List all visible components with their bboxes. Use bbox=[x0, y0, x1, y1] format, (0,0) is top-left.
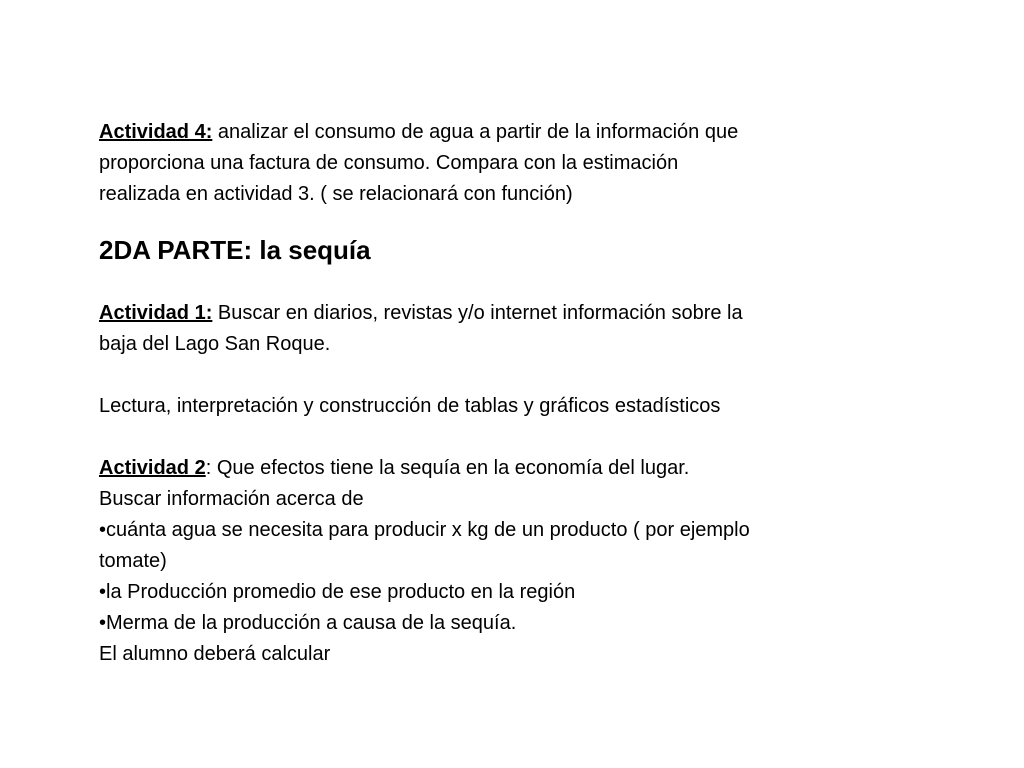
activity2-text: : Que efectos tiene la sequía en la economía del lugar. bbox=[205, 457, 690, 479]
activity2-closing: El alumno deberá calcular bbox=[99, 643, 331, 665]
activity1-text: Buscar en diarios, revistas y/o internet información sobre la bbox=[212, 302, 743, 324]
activity4-label: Actividad 4: bbox=[99, 121, 213, 143]
activity4-line1 bbox=[99, 117, 899, 148]
bullet-item: • Merma de la producción a causa de la sequía. bbox=[99, 608, 899, 639]
activity1-line1 bbox=[99, 298, 899, 329]
activity2-line2: Buscar información acerca de bbox=[99, 488, 364, 510]
slide-body bbox=[99, 117, 899, 670]
activity4-line2: proporciona una factura de consumo. Compara con la estimación bbox=[99, 152, 679, 174]
activity1-label: Actividad 1: bbox=[99, 302, 213, 324]
activity4-line3: realizada en actividad 3. ( se relacionará con función) bbox=[99, 183, 573, 205]
activity2-label: Actividad 2 bbox=[99, 457, 206, 479]
activity1-line2: baja del Lago San Roque. bbox=[99, 333, 331, 355]
activity4-text: analizar el consumo de agua a partir de la información que bbox=[212, 121, 739, 143]
part2-heading: 2DA PARTE: la sequía bbox=[99, 235, 371, 265]
activity2-line1 bbox=[99, 453, 899, 484]
bullet-continuation: tomate) bbox=[99, 550, 167, 572]
bullet-item: • la Producción promedio de ese producto en la región bbox=[99, 577, 899, 608]
reading-line: Lectura, interpretación y construcción de tablas y gráficos estadísticos bbox=[99, 395, 721, 417]
bullet-item: • cuánta agua se necesita para producir x kg de un producto ( por ejemplo bbox=[99, 515, 899, 546]
